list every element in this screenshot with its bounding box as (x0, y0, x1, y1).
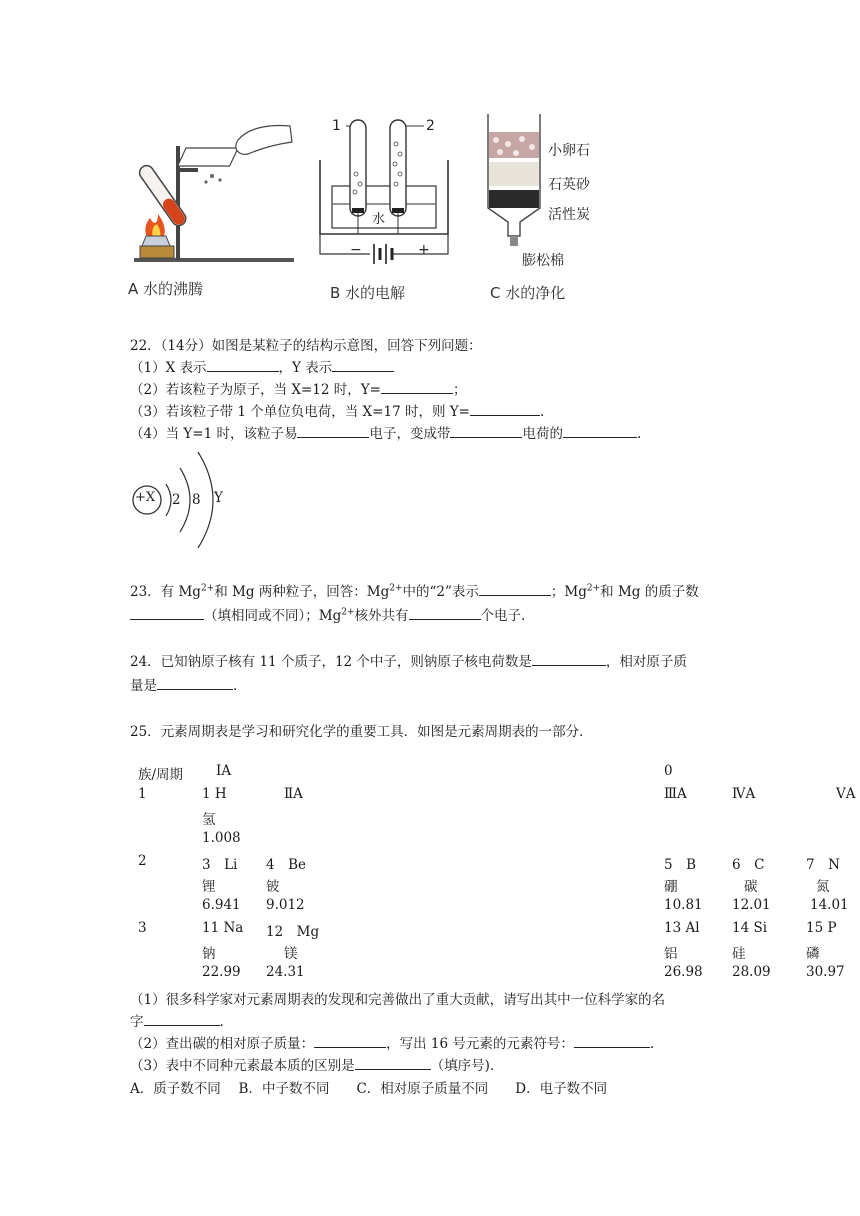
shell-2-count: 8 (192, 492, 201, 508)
q25-blank-difference[interactable] (355, 1068, 431, 1070)
water-label: 水 (372, 212, 386, 227)
q25-s3-text-b: （填序号). (430, 1058, 495, 1074)
q25-s1-text-b: 字 (130, 1014, 144, 1030)
pt-B-symbol: 5 B (664, 857, 697, 873)
figure-a-boiling (128, 118, 298, 308)
q22-blank-x[interactable] (207, 370, 279, 372)
q22-blank-y[interactable] (332, 370, 394, 372)
q22-l4-text-d: . (636, 426, 642, 442)
pt-Si-mass: 28.09 (732, 964, 771, 980)
q24-line-2 (130, 674, 237, 694)
pt-Na-name: 钠 (202, 946, 216, 962)
q22-l1-text-a: （1）X 表示 (130, 360, 207, 376)
figure-c-purification (484, 112, 614, 308)
q24-blank-mass[interactable] (157, 688, 233, 690)
q24-text-b: ，相对原子质 (605, 654, 687, 670)
pt-header-group-period: 族/周期 (138, 767, 184, 783)
pt-Al-name: 铝 (664, 946, 678, 962)
pt-Mg-symbol: 12 Mg (266, 924, 320, 940)
q23-text-h: 个电子. (480, 608, 526, 624)
pt-C-mass: 12.01 (732, 897, 771, 913)
q25-options: A．质子数不同 B．中子数不同 C．相对原子质量不同 D．电子数不同 (130, 1081, 608, 1097)
q25-s2-text-b: ，写出 16 号元素的元素符号： (386, 1036, 574, 1052)
q24-blank-charge-number[interactable] (532, 664, 606, 666)
shell-3-count: Y (214, 490, 223, 506)
pt-H-mass: 1.008 (202, 830, 241, 846)
q22-blank-electron[interactable] (297, 436, 369, 438)
figure-b-caption: B 水的电解 (330, 284, 406, 302)
tube-2-label: 2 (426, 118, 435, 134)
pt-Li-mass: 6.941 (202, 897, 241, 913)
pt-header-IA: ⅠA (216, 763, 232, 779)
pt-N-mass: 14.01 (810, 897, 849, 913)
pt-P-symbol: 15 P (806, 920, 837, 936)
electrolysis-apparatus-illustration (318, 114, 458, 274)
q24-text-a: 24．已知钠原子核有 11 个质子，12 个中子，则钠原子核电荷数是 (130, 654, 532, 670)
pt-P-mass: 30.97 (806, 964, 845, 980)
q23-text-a: 23．有 Mg (130, 584, 201, 600)
q25-sub-1-line-a: （1）很多科学家对元素周期表的发现和完善做出了重大贡献，请写出其中一位科学家的名 (130, 992, 666, 1008)
q22-line-2 (130, 378, 467, 398)
positive-terminal-label: + (418, 242, 430, 258)
q23-sup-2: 2+ (389, 583, 403, 594)
q23-text-b: 和 Mg 两种粒子，回答：Mg (214, 584, 390, 600)
q23-line-1 (130, 580, 699, 600)
pt-period-2: 2 (138, 853, 147, 869)
pt-C-name: 碳 (744, 879, 758, 895)
layer-cotton-label: 膨松棉 (522, 253, 564, 269)
pt-N-name: 氮 (816, 879, 830, 895)
q22-l2-text-a: （2）若该粒子为原子，当 X=12 时，Y= (130, 382, 381, 398)
pt-B-mass: 10.81 (664, 897, 703, 913)
pt-P-name: 磷 (806, 946, 820, 962)
pt-Si-name: 硅 (732, 946, 746, 962)
pt-Be-mass: 9.012 (266, 897, 305, 913)
pt-header-0: 0 (664, 763, 673, 779)
pt-Li-symbol: 3 Li (202, 857, 238, 873)
layer-activated-carbon-label: 活性炭 (548, 207, 590, 223)
q25-s3-text-a: （3）表中不同种元素最本质的区别是 (130, 1058, 355, 1074)
q24-text-c: 量是 (130, 678, 157, 694)
pt-header-IIIA: ⅢA (664, 786, 687, 802)
purifier-illustration (484, 112, 544, 262)
q22-l1-text-b: ，Y 表示 (278, 360, 333, 376)
pt-Na-symbol: 11 Na (202, 920, 244, 936)
pt-B-name: 硼 (664, 879, 678, 895)
figure-c-caption: C 水的净化 (490, 284, 566, 302)
figure-a-caption: A 水的沸腾 (128, 280, 204, 298)
negative-terminal-label: − (350, 242, 362, 258)
shell-1-count: 2 (172, 492, 181, 508)
q25-s2-text-a: （2）查出碳的相对原子质量： (130, 1036, 315, 1052)
boiling-apparatus-illustration (128, 118, 298, 268)
pt-period-1: 1 (138, 786, 147, 802)
pt-Na-mass: 22.99 (202, 964, 241, 980)
q23-sup-4: 2+ (341, 607, 355, 618)
layer-pebble-label: 小卵石 (548, 143, 590, 159)
q25-sub-3 (130, 1054, 494, 1074)
q23-blank-proton[interactable] (130, 618, 204, 620)
pt-header-IVA: ⅣA (732, 786, 756, 802)
pt-header-VA: ⅤA (836, 786, 856, 802)
nucleus-label: +X (135, 490, 156, 505)
pt-Al-symbol: 13 Al (664, 920, 700, 936)
pt-Mg-mass: 24.31 (266, 964, 305, 980)
q25-sub-1-line-b (130, 1010, 224, 1030)
tube-1-label: 1 (332, 118, 341, 134)
q22-l4-text-b: 电子，变成带 (369, 426, 451, 442)
q22-title: 22．（14分）如图是某粒子的结构示意图，回答下列问题： (130, 338, 482, 354)
pt-H-name: 氢 (202, 812, 216, 828)
pt-Be-name: 铍 (266, 879, 280, 895)
pt-Si-symbol: 14 Si (732, 920, 768, 936)
q22-blank-charge[interactable] (450, 436, 522, 438)
layer-quartz-sand-label: 石英砂 (548, 177, 590, 193)
q23-text-d: ；Mg (550, 584, 587, 600)
q23-blank-electrons[interactable] (409, 618, 481, 620)
q25-blank-scientist[interactable] (144, 1024, 220, 1026)
q22-line-1 (130, 356, 394, 376)
q22-l4-text-a: （4）当 Y=1 时，该粒子易 (130, 426, 298, 442)
q22-blank-particle[interactable] (563, 436, 637, 438)
pt-N-symbol: 7 N (806, 857, 840, 873)
q23-blank-meaning[interactable] (479, 594, 551, 596)
q22-blank-y-ion[interactable] (470, 414, 540, 416)
q25-blank-element-16[interactable] (574, 1046, 650, 1048)
pt-H-symbol: 1 H (202, 786, 227, 802)
q23-text-e: 和 Mg 的质子数 (600, 584, 699, 600)
q22-l3-text-b: . (539, 404, 545, 420)
q22-l2-text-b: ； (453, 382, 467, 398)
q22-line-4 (130, 422, 641, 442)
q23-text-c: 中的“2”表示 (402, 584, 479, 600)
pt-Mg-name: 镁 (284, 946, 298, 962)
q22-line-3 (130, 400, 544, 420)
q25-s2-text-c: . (649, 1036, 655, 1052)
q25-s1-text-c: . (219, 1014, 224, 1030)
q23-text-g: 核外共有 (354, 608, 409, 624)
q22-l3-text-a: （3）若该粒子带 1 个单位负电荷，当 X=17 时，则 Y= (130, 404, 470, 420)
q23-text-f: （填相同或不同）；Mg (204, 608, 342, 624)
pt-Al-mass: 26.98 (664, 964, 703, 980)
q23-line-2 (130, 604, 525, 624)
q22-blank-y-atom[interactable] (381, 392, 453, 394)
pt-header-IIA: ⅡA (284, 786, 303, 802)
q24-text-d: . (233, 678, 238, 694)
q25-title: 25．元素周期表是学习和研究化学的重要工具．如图是元素周期表的一部分． (130, 724, 593, 740)
atomic-structure-diagram (130, 448, 250, 552)
q23-sup-1: 2+ (200, 583, 215, 594)
pt-Be-symbol: 4 Be (266, 857, 306, 873)
pt-Li-name: 锂 (202, 879, 216, 895)
figure-b-electrolysis (318, 114, 458, 308)
pt-period-3: 3 (138, 920, 147, 936)
q22-l4-text-c: 电荷的 (522, 426, 563, 442)
q23-sup-3: 2+ (586, 583, 601, 594)
q25-sub-2 (130, 1032, 654, 1052)
pt-C-symbol: 6 C (732, 857, 765, 873)
q25-blank-carbon-mass[interactable] (314, 1046, 386, 1048)
q24-line-1 (130, 650, 687, 670)
